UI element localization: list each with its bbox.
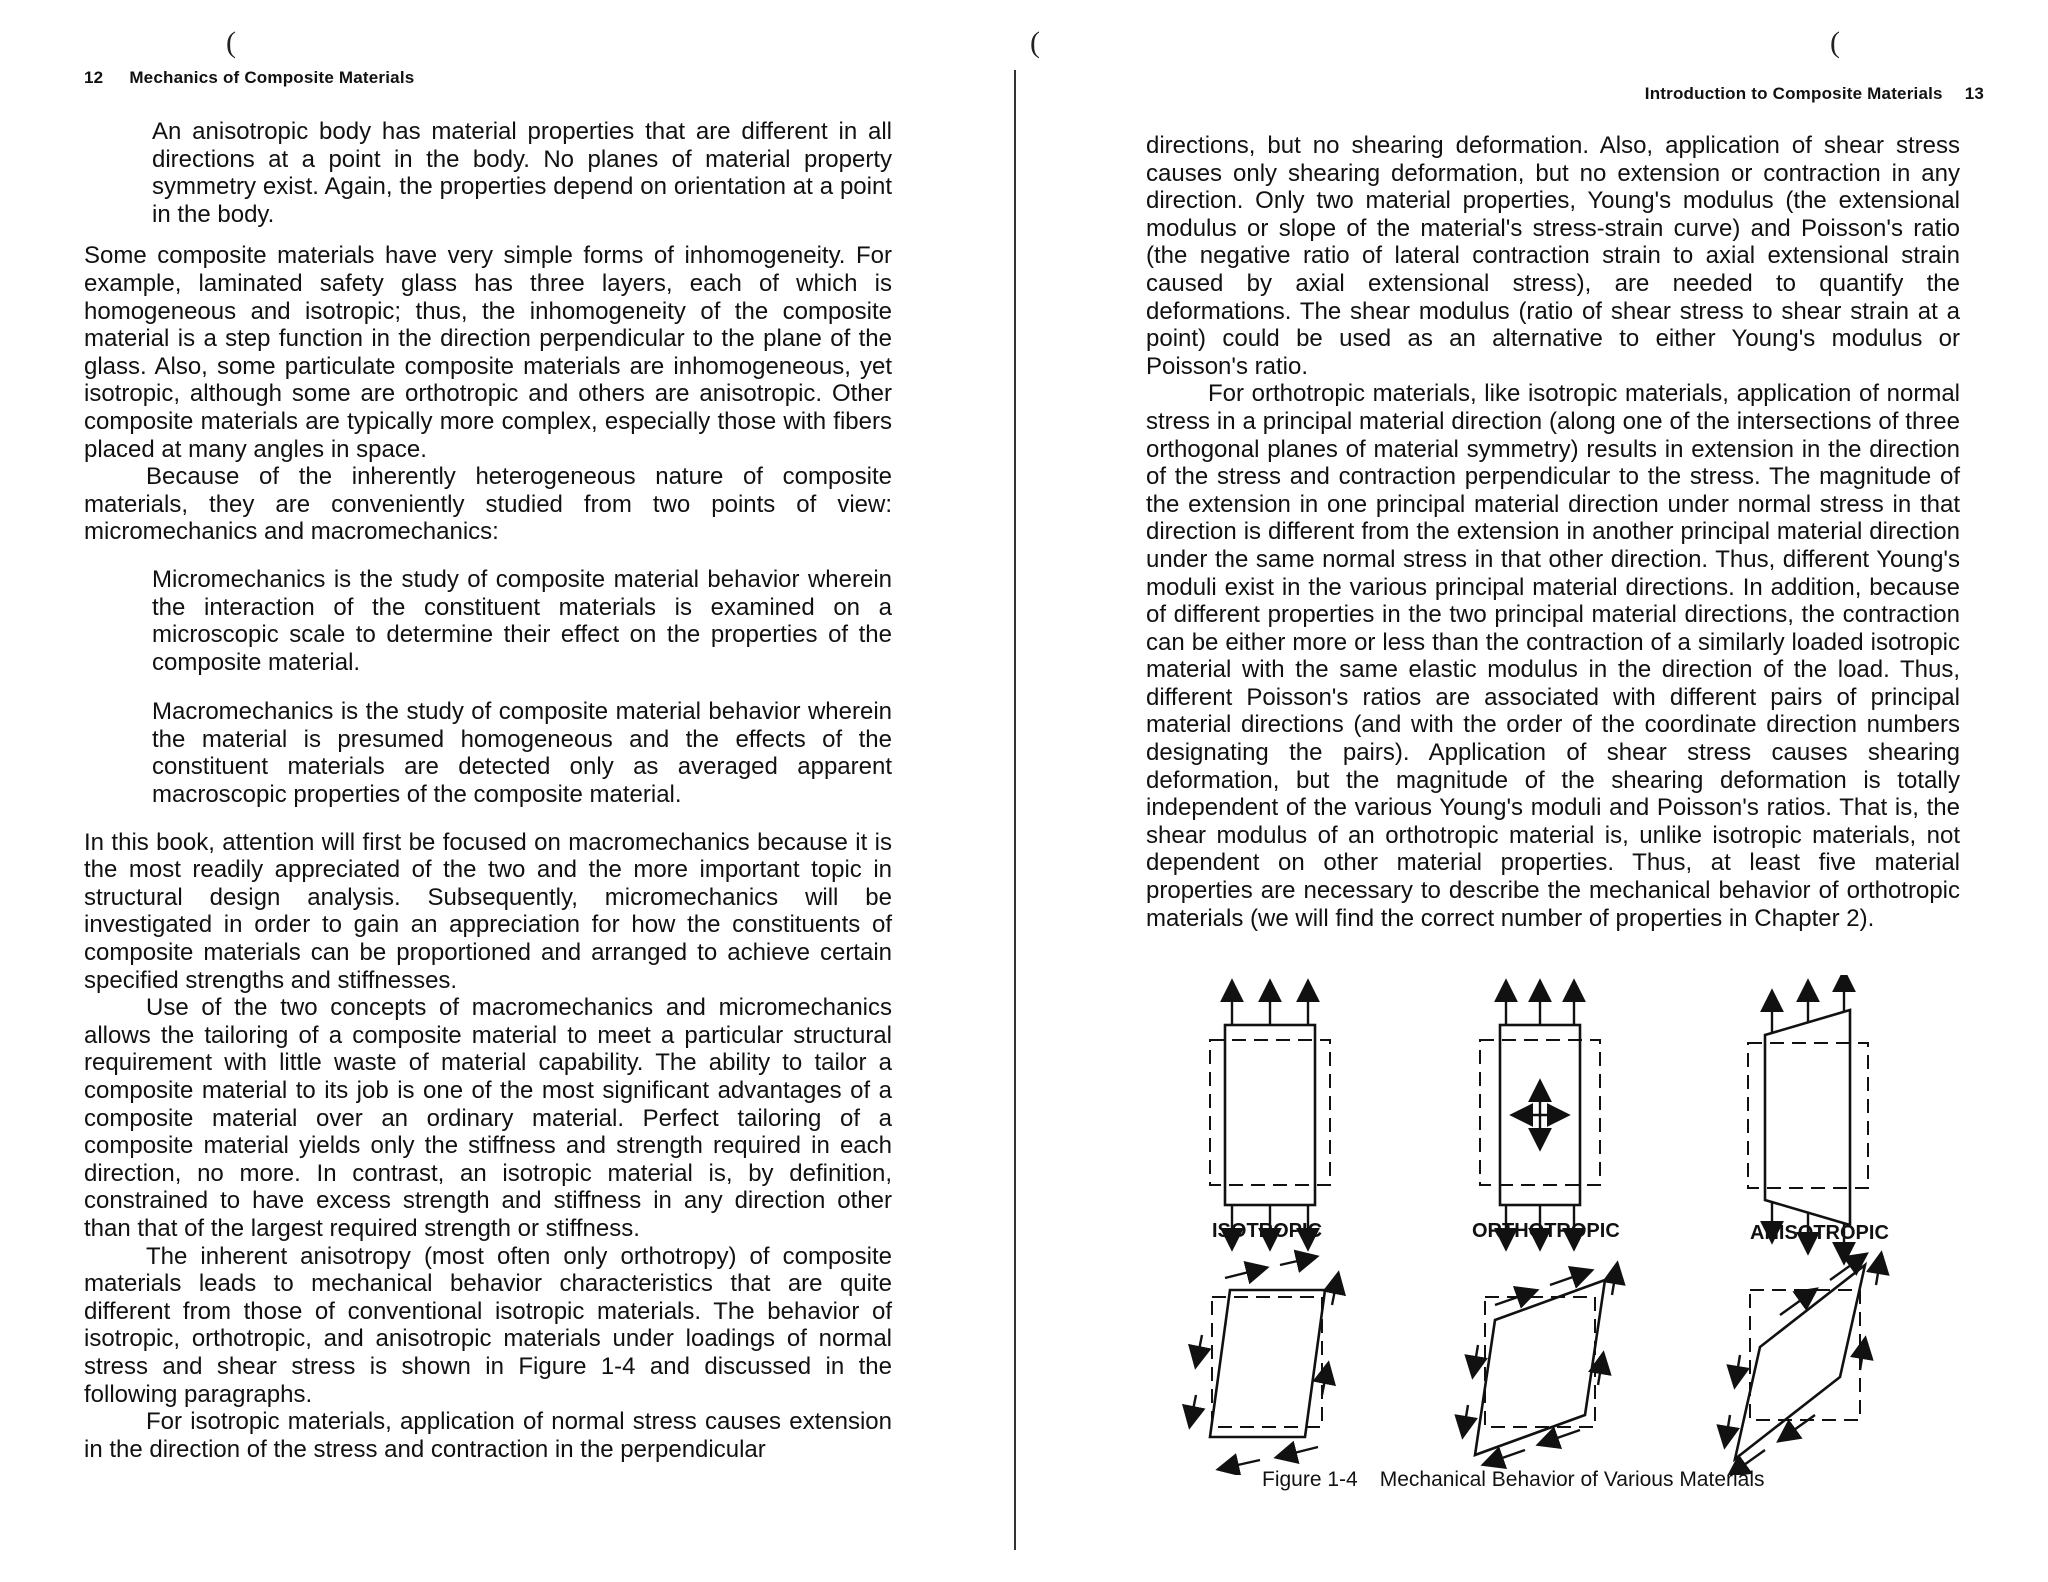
paragraph-isotropic-continued: directions, but no shearing deformation. Also, application of shear stress causes only shearing deformation, but no extension or contraction in any direction. Only two material properties, Young's modulus (the extensional modulus or slope of the material's stress-strain curve) and Poisson's ratio (the negative ratio of lateral contraction strain to axial extensional strain caused by axial extensional stress), are needed to quantify the deformations. The shear modulus (ratio of shear stress to shear strain at a point) could be used as an alternative to either Young's modulus or Poisson's ratio. (1146, 132, 1960, 380)
page-gutter-line (1014, 70, 1016, 1550)
paragraph-points-of-view: Because of the inherently heterogeneous nature of composite materials, they are conveniently studied from two points of view: micromechanics and macromechanics: (84, 463, 892, 546)
left-body-text (84, 118, 892, 1463)
figure-caption-text: Mechanical Behavior of Various Materials (1379, 1468, 1765, 1491)
figure-number: Figure 1-4 (1262, 1468, 1358, 1491)
paragraph-tailoring: Use of the two concepts of macromechanics and micromechanics allows the tailoring of a composite material to meet a particular structural requirement with little waste of material capability. The ability to tailor a composite material to its job is one of the most significant advantages of a composite material over an ordinary material. Perfect tailoring of a composite material yields only the stiffness and strength required in each direction, no more. In contrast, an isotropic material is, by definition, constrained to have excess strength and stiffness in any direction other than that of the largest required strength or stiffness. (84, 994, 892, 1242)
isotropic-shear-diagram (1190, 1257, 1338, 1469)
right-running-title: Introduction to Composite Materials (1644, 84, 1943, 103)
right-running-head (1645, 84, 1984, 104)
scan-mark: ( (1830, 26, 1840, 59)
micromechanics-definition: Micromechanics is the study of composite material behavior wherein the interaction of the constituent materials is examined on a microscopic scale to determine their effect on the properties of the composite material. (152, 565, 892, 676)
paragraph-anisotropy: The inherent anisotropy (most often only orthotropy) of composite materials leads to mechanical behavior characteristics that are quite different from those of conventional isotropic materials. The behavior of isotropic, orthotropic, and anisotropic materials under loadings of normal stress and shear stress is shown in Figure 1-4 and discussed in the following paragraphs. (84, 1242, 892, 1408)
orthotropic-normal-stress-diagram (1480, 983, 1600, 1247)
right-page (1020, 0, 2048, 1582)
right-page-number: 13 (1964, 84, 1984, 103)
isotropic-normal-stress-diagram (1210, 983, 1330, 1247)
right-body-text (1146, 132, 1960, 932)
anisotropic-normal-stress-diagram (1748, 975, 1868, 1261)
left-running-head (84, 68, 414, 88)
left-running-title: Mechanics of Composite Materials (129, 68, 415, 87)
paragraph-orthotropic: For orthotropic materials, like isotropic materials, application of normal stress in a principal material direction (along one of the intersections of three orthogonal planes of material symmetry) results in extension in the direction of the stress and contraction perpendicular to the stress. The magnitude of the extension in one principal material direction under normal stress in that direction is different from the extension in another principal material direction under the same normal stress in that other direction. Thus, different Young's moduli exist in the various principal material directions. In addition, because of different properties in the two principal material directions, the contraction can be either more or less than the contraction of a similarly loaded isotropic material with the same elastic modulus in the direction of the load. Thus, different Poisson's ratios are associated with different pairs of principal material directions (and with the order of the coordinate direction numbers designating the pairs). Application of shear stress causes shearing deformation, but the magnitude of the shearing deformation is totally independent of the various Young's moduli and Poisson's ratios. That is, the shear modulus of an orthotropic material is, unlike isotropic materials, not dependent on other material properties. Thus, at least five material properties are necessary to describe the mechanical behavior of orthotropic materials (we will find the correct number of properties in Chapter 2). (1146, 380, 1960, 932)
label-orthotropic: ORTHOTROPIC (1472, 1220, 1620, 1242)
figure-caption (1262, 1468, 1765, 1492)
label-anisotropic: ANISOTROPIC (1750, 1222, 1889, 1244)
orthotropic-shear-diagram (1463, 1265, 1617, 1464)
paragraph-inhomogeneity: Some composite materials have very simple forms of inhomogeneity. For example, laminated safety glass has three layers, each of which is homogeneous and isotropic; thus, the inhomogeneity of the composite material is a step function in the direction perpendicular to the plane of the glass. Also, some particulate composite materials are inhomogeneous, yet isotropic, although some are orthotropic and others are anisotropic. Other composite materials are typically more complex, especially those with fibers placed at many angles in space. (84, 242, 892, 463)
anisotropic-definition: An anisotropic body has material properties that are different in all directions at a point in the body. No planes of material property symmetry exist. Again, the properties depend on orientation at a point in the body. (152, 118, 892, 228)
paragraph-isotropic-start: For isotropic materials, application of normal stress causes extension in the direction of the stress and contraction in the perpendicular (84, 1408, 892, 1463)
scan-mark: ( (226, 26, 236, 59)
label-isotropic: ISOTROPIC (1212, 1220, 1323, 1242)
left-page-number: 12 (84, 68, 104, 87)
left-page (0, 0, 1020, 1582)
paragraph-attention: In this book, attention will first be focused on macromechanics because it is the most readily appreciated of the two and the more important topic in structural design analysis. Subsequently, micromechanics will be investigated in order to gain an appreciation for how the constituents of composite materials can be proportioned and arranged to achieve certain specified strengths and stiffnesses. (84, 828, 892, 994)
anisotropic-shear-diagram (1725, 1255, 1881, 1475)
scan-mark: ( (1030, 26, 1040, 59)
macromechanics-definition: Macromechanics is the study of composite material behavior wherein the material is presumed homogeneous and the effects of the constituent materials are detected only as averaged apparent macroscopic properties of the composite material. (152, 698, 892, 809)
